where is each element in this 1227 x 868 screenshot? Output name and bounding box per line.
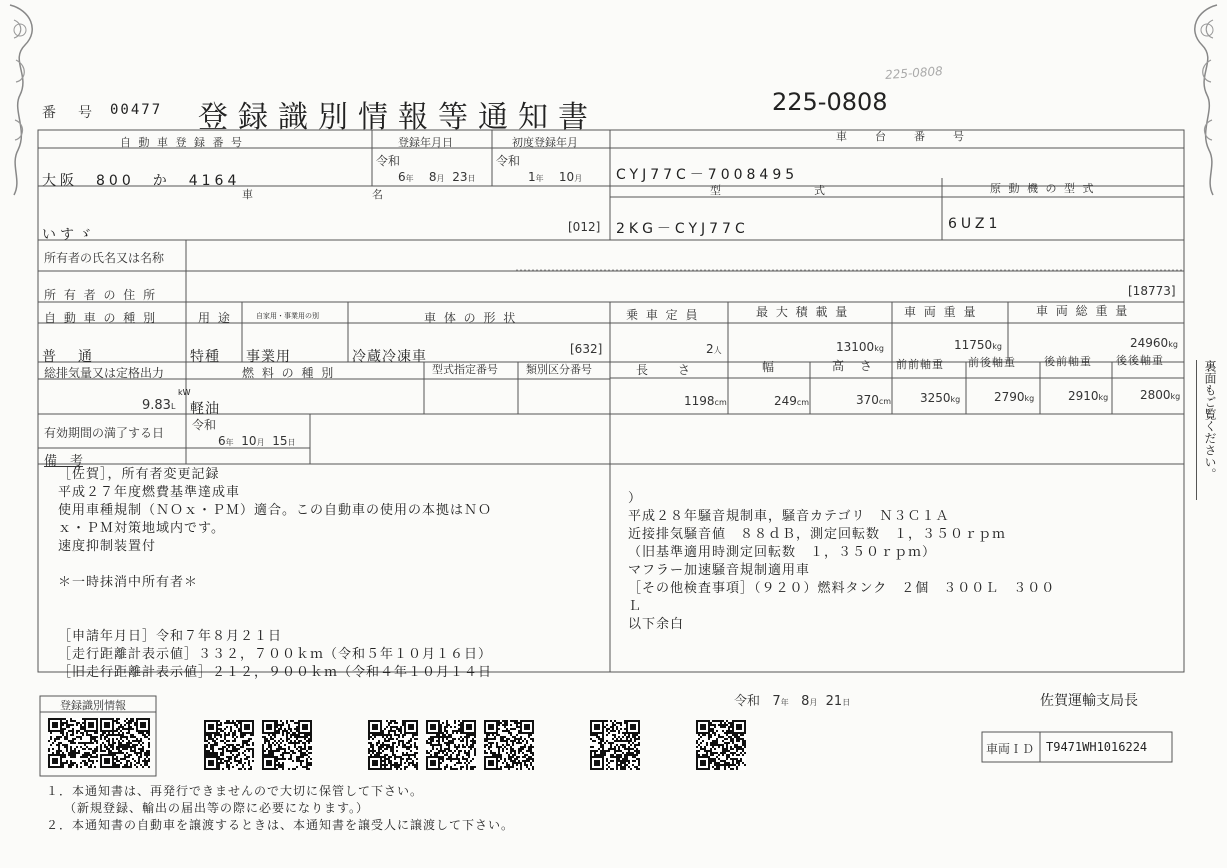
rear-rear-axle: 2800kg bbox=[1140, 388, 1181, 402]
body-shape: 冷蔵冷凍車 bbox=[352, 349, 427, 365]
category-number-label: 類別区分番号 bbox=[526, 363, 592, 376]
owner-name-label: 所有者の氏名又は名称 bbox=[44, 251, 165, 265]
document-number: 00477 bbox=[110, 102, 163, 118]
notice-1b: （新規登録、輸出の届出等の際に必要になります。） bbox=[64, 801, 370, 815]
max-load-label: 最 大 積 載 量 bbox=[756, 305, 850, 319]
remark-line: ［その他検査事項］（９２０）燃料タンク ２個 ３００Ｌ ３００ bbox=[628, 581, 1056, 596]
private-business-label: 自家用・事業用の別 bbox=[256, 312, 319, 320]
remark-line: （旧基準適用時測定回転数 １，３５０ｒｐｍ） bbox=[628, 545, 937, 560]
vehicle-type-label: 自 動 車 の 種 別 bbox=[44, 311, 158, 325]
registration-date-label: 登録年月日 bbox=[398, 136, 453, 149]
length: 1198cm bbox=[684, 394, 727, 408]
expiry-label: 有効期間の満了する日 bbox=[44, 426, 165, 440]
first-registration-era: 令和 bbox=[496, 154, 521, 168]
remarks-label: 備 考 bbox=[44, 454, 84, 469]
vehicle-type: 普 通 bbox=[42, 349, 96, 365]
license-plate: 大阪 800 か 4164 bbox=[42, 173, 241, 189]
remark-line: ［旧走行距離計表示値］２１２，９００ｋｍ（令和４年１０月１４日 bbox=[58, 665, 493, 680]
capacity-label: 乗 車 定 員 bbox=[626, 308, 700, 322]
vehicle-weight-label: 車 両 重 量 bbox=[904, 305, 978, 319]
qr-code-icon bbox=[696, 720, 746, 770]
first-month: 10 bbox=[558, 170, 575, 184]
car-maker: いすゞ bbox=[42, 227, 96, 243]
notice-1: １．本通知書は、再発行できませんので大切に保管して下さい。 bbox=[46, 784, 424, 798]
first-registration-date: 1年 10月 bbox=[528, 170, 583, 184]
model-number: 2KG－CYJ77C bbox=[616, 221, 749, 237]
remark-line: 速度抑制装置付 bbox=[58, 539, 157, 554]
front-rear-axle-label: 前後軸重 bbox=[968, 356, 1016, 369]
qr-code-icon bbox=[368, 720, 418, 770]
remark-line: 近接排気騒音値 ８８ｄＢ，測定回転数 １，３５０ｒｐｍ bbox=[628, 527, 1007, 542]
gross-weight-label: 車 両 総 重 量 bbox=[1036, 304, 1130, 318]
remark-line: 使用車種規制（ＮＯｘ・ＰＭ）適合。この自動車の使用の本拠はＮＯ bbox=[58, 503, 493, 518]
remarks-right bbox=[628, 490, 1055, 634]
width: 249cm bbox=[774, 394, 810, 408]
front-front-axle-label: 前前軸重 bbox=[896, 358, 944, 371]
displacement: 9.83L bbox=[142, 398, 176, 413]
reg-year: 6 bbox=[398, 170, 406, 184]
front-front-axle: 3250kg bbox=[920, 391, 961, 405]
corner-ornament-right-icon bbox=[1177, 0, 1227, 200]
qr-code-icon bbox=[484, 720, 534, 770]
rear-front-axle-label: 後前軸重 bbox=[1044, 355, 1092, 368]
issuer: 佐賀運輸支局長 bbox=[1040, 693, 1138, 709]
vehicle-id: T9471WH1016224 bbox=[1046, 740, 1148, 754]
reference-number: 225-0808 bbox=[772, 88, 888, 116]
reg-day: 23 bbox=[452, 170, 468, 184]
front-rear-axle: 2790kg bbox=[994, 390, 1035, 404]
rear-front-axle: 2910kg bbox=[1068, 389, 1109, 403]
remark-line bbox=[58, 592, 492, 610]
side-note: 裏面もご覧ください。 bbox=[1196, 360, 1217, 500]
owner-address-code: [18773] bbox=[1128, 284, 1176, 298]
remark-line bbox=[58, 556, 492, 574]
fuel: 軽油 bbox=[190, 401, 220, 417]
height-label: 高 さ bbox=[832, 359, 875, 373]
remark-line: ｘ・ＰＭ対策地域内です。 bbox=[58, 521, 225, 536]
height: 370cm bbox=[856, 393, 892, 407]
qr-code-icon bbox=[426, 720, 476, 770]
remark-line: ［走行距離計表示値］３３２，７００ｋｍ（令和５年１０月１６日） bbox=[58, 647, 493, 662]
remark-line: Ｌ bbox=[628, 599, 643, 614]
type-designation-label: 型式指定番号 bbox=[432, 363, 498, 376]
issue-date: 令和 7年 8月 21日 bbox=[734, 694, 851, 709]
remark-line: ＊一時抹消中所有者＊ bbox=[58, 575, 199, 590]
vehicle-use: 特種 bbox=[190, 349, 220, 365]
remark-line: ［佐賀］，所有者変更記録 bbox=[58, 467, 220, 482]
rear-rear-axle-label: 後後軸重 bbox=[1116, 354, 1164, 367]
capacity: 2人 bbox=[706, 342, 722, 356]
qr-code-icon bbox=[204, 720, 254, 770]
engine-model-label: 原 動 機 の 型 式 bbox=[990, 182, 1096, 195]
use-label: 用 途 bbox=[198, 311, 232, 325]
remark-line: ） bbox=[628, 491, 643, 506]
chassis-number-label: 車 台 番 号 bbox=[836, 130, 966, 143]
remark-line: ［申請年月日］令和７年８月２１日 bbox=[58, 629, 283, 644]
engine-model: 6UZ1 bbox=[948, 216, 1002, 232]
remark-line bbox=[58, 610, 492, 628]
first-registration-label: 初度登録年月 bbox=[512, 136, 578, 149]
vehicle-id-label: 車両ＩＤ bbox=[986, 742, 1035, 756]
page-title: 登録識別情報等通知書 bbox=[198, 100, 598, 135]
body-shape-label: 車 体 の 形 状 bbox=[424, 311, 518, 325]
first-year: 1 bbox=[528, 170, 536, 184]
info-box-label: 登録識別情報 bbox=[60, 699, 126, 712]
registration-era: 令和 bbox=[376, 154, 401, 168]
chassis-number: CYJ77C－7008495 bbox=[616, 167, 799, 183]
body-code: [632] bbox=[570, 342, 603, 356]
gross-weight: 24960kg bbox=[1130, 336, 1178, 350]
document-number-label: 番 号 bbox=[42, 105, 96, 121]
car-maker-code: [012] bbox=[568, 220, 601, 234]
registration-number-label: 自 動 車 登 録 番 号 bbox=[120, 136, 244, 149]
remark-line: 平成２８年騒音規制車，騒音カテゴリ Ｎ３Ｃ１Ａ bbox=[628, 509, 950, 524]
qr-code-icon bbox=[262, 720, 312, 770]
displacement-kw-unit: kW bbox=[178, 388, 191, 397]
expiry-era: 令和 bbox=[192, 418, 217, 432]
fuel-type-label: 燃 料 の 種 別 bbox=[242, 366, 336, 380]
remarks-left bbox=[58, 466, 492, 682]
private-business: 事業用 bbox=[246, 349, 291, 365]
remark-line: 以下余白 bbox=[628, 617, 685, 632]
registration-date: 6年 8月 23日 bbox=[398, 170, 476, 184]
notice-2: ２．本通知書の自動車を譲渡するときは、本通知書を譲受人に譲渡して下さい。 bbox=[46, 818, 515, 832]
remark-line: 平成２７年度燃費基準達成車 bbox=[58, 485, 241, 500]
model-label: 型 式 bbox=[710, 184, 827, 197]
handwritten-note: 225-0808 bbox=[884, 64, 944, 82]
displacement-label: 総排気量又は定格出力 bbox=[44, 366, 165, 380]
length-label: 長 さ bbox=[636, 363, 693, 377]
max-load: 13100kg bbox=[836, 340, 884, 354]
qr-code-icon bbox=[100, 718, 150, 768]
remark-line: マフラー加速騒音規制適用車 bbox=[628, 563, 811, 578]
qr-code-icon bbox=[590, 720, 640, 770]
expiry-date: 6年 10月 15日 bbox=[218, 434, 296, 448]
width-label: 幅 bbox=[762, 360, 777, 374]
reg-month: 8 bbox=[428, 170, 437, 184]
vehicle-weight: 11750kg bbox=[954, 338, 1002, 352]
car-name-label: 車 名 bbox=[242, 188, 385, 201]
qr-code-icon bbox=[48, 718, 98, 768]
owner-address-label: 所 有 者 の 住 所 bbox=[44, 288, 158, 302]
